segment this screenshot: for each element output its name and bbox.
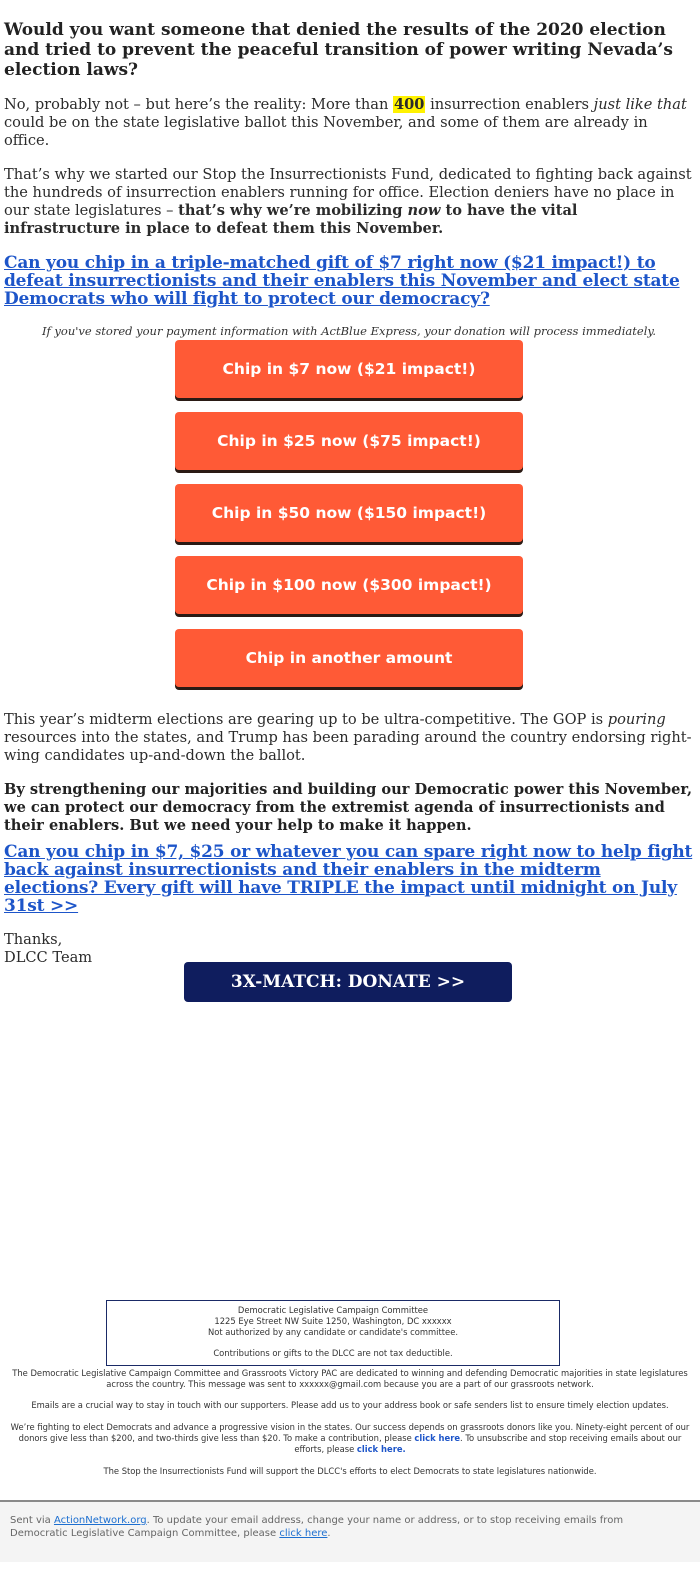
- action-network-text: Sent via ActionNetwork.org. To update your email address, change your name or address, or to stop receiving emails from Democratic Legislative Campaign Committee, please click here.: [10, 1515, 624, 1539]
- footer-paragraph-mission: The Democratic Legislative Campaign Committee and Grassroots Victory PAC are dedicated to winning and defending Democratic majorities in state legislatures across the country. This message was sent to xxxxxx@gmail.com because you are a part of our grassroots network.: [12, 1368, 688, 1389]
- signoff-team: DLCC Team: [4, 949, 93, 966]
- donate-link-bottom[interactable]: Can you chip in $7, $25 or whatever you can spare right now to help fight back against insurrectionists and their enablers in the midterm elections? Every gift will have TRIPLE the impact until midnight on July 31st >>: [4, 842, 693, 916]
- paragraph-majorities: By strengthening our majorities and building our Democratic power this November, we can protect our democracy from the extremist agenda of insurrectionists and their enablers. But we need your help to make it happen.: [4, 781, 693, 834]
- footer-address: 1225 Eye Street NW Suite 1250, Washington, DC xxxxxx: [214, 1316, 452, 1326]
- triple-match-donate-button[interactable]: 3X-MATCH: DONATE >>: [184, 962, 512, 1002]
- footer-paragraph-emails: Emails are a crucial way to stay in touch with our supporters. Please add us to your address book or safe senders list to ensure timely election updates.: [31, 1400, 669, 1410]
- chip-in-100-button[interactable]: Chip in $100 now ($300 impact!): [175, 556, 523, 614]
- paragraph-intro: No, probably not – but here’s the reality: More than 400 insurrection enablers just like that could be on the state legislative ballot this November, and some of them are already in office.: [4, 96, 687, 149]
- action-network-link[interactable]: ActionNetwork.org: [53, 1515, 147, 1526]
- unsubscribe-link[interactable]: click here.: [356, 1444, 406, 1454]
- paragraph-fund: That’s why we started our Stop the Insurrectionists Fund, dedicated to fighting back against the hundreds of insurrection enablers running for office. Election deniers have no place in our state legislatures – that’s why we’re mobilizing now to have the vital infrastructure in place to defeat them this November.: [4, 166, 692, 237]
- footer-org: Democratic Legislative Campaign Committee: [237, 1305, 429, 1315]
- donate-link-top[interactable]: Can you chip in a triple-matched gift of $7 right now ($21 impact!) to defeat insurrectionists and their enablers this November and elect state Democrats who will fight to protect our democracy?: [4, 253, 680, 309]
- paragraph-midterms: This year’s midterm elections are gearing up to be ultra-competitive. The GOP is pouring resources into the states, and Trump has been parading around the country endorsing right-wing candidates up-and-down the ballot.: [4, 711, 692, 764]
- action-network-bar: [0, 1500, 700, 1562]
- footer-tax: Contributions or gifts to the DLCC are not tax deductible.: [213, 1348, 453, 1358]
- highlighted-number: 400: [394, 96, 425, 113]
- chip-in-25-button[interactable]: Chip in $25 now ($75 impact!): [175, 412, 523, 470]
- footer-address-box: [106, 1300, 560, 1366]
- chip-in-other-button[interactable]: Chip in another amount: [175, 629, 523, 687]
- email-body-lower: [4, 711, 694, 967]
- contribute-link[interactable]: click here: [414, 1433, 461, 1443]
- footer-paragraph-fund: The Stop the Insurrectionists Fund will support the DLCC's efforts to elect Democrats to state legislatures nationwide.: [103, 1466, 597, 1476]
- footer-disclaimer: Not authorized by any candidate or candidate's committee.: [207, 1327, 459, 1337]
- email-headline: Would you want someone that denied the results of the 2020 election and tried to prevent the peaceful transition of power writing Nevada’s election laws?: [4, 20, 673, 80]
- email-body: [4, 14, 694, 338]
- footer-paragraph-donors: We’re fighting to elect Democrats and advance a progressive vision in the states. Our success depends on grassroots donors like you. Ninety-eight percent of our donors give less than $200, and two-thirds give less than $20. To make a contribution, please click here. To unsubscribe and stop receiving emails about our efforts, please click here.: [10, 1422, 690, 1454]
- signoff-thanks: Thanks,: [4, 931, 63, 948]
- actblue-note: If you've stored your payment information with ActBlue Express, your donation will process immediately.: [41, 324, 657, 338]
- chip-in-7-button[interactable]: Chip in $7 now ($21 impact!): [175, 340, 523, 398]
- update-preferences-link[interactable]: click here: [279, 1528, 328, 1539]
- chip-in-50-button[interactable]: Chip in $50 now ($150 impact!): [175, 484, 523, 542]
